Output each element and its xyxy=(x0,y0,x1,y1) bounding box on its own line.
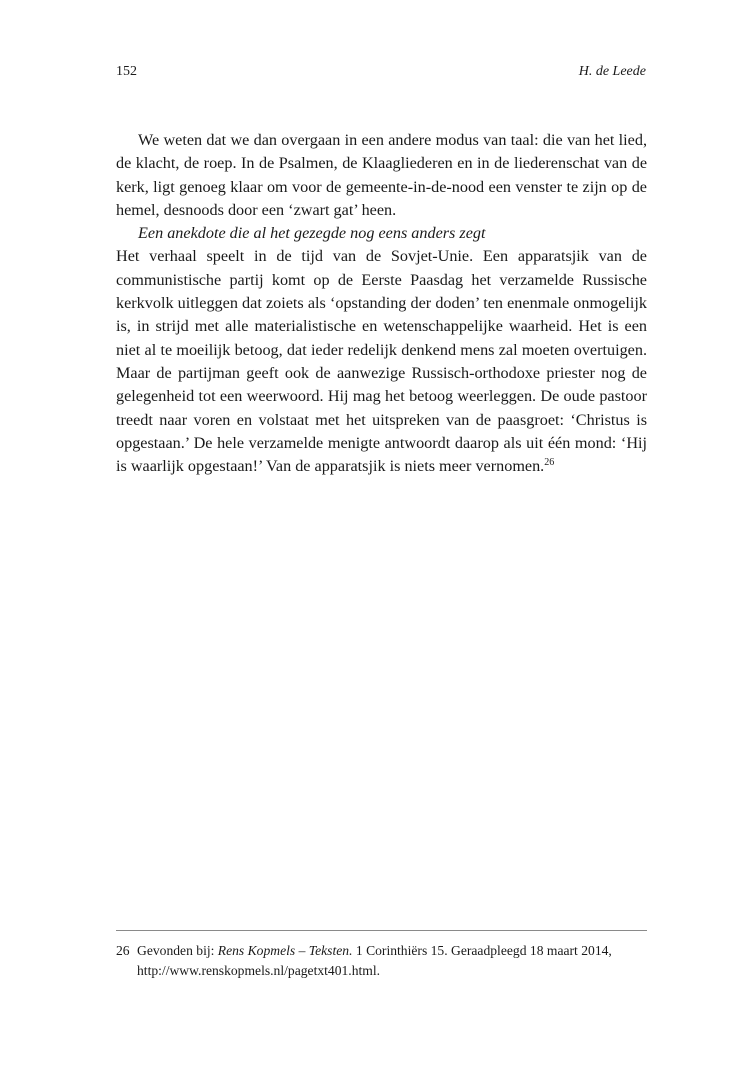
page-number: 152 xyxy=(116,64,137,79)
footnotes xyxy=(116,941,647,981)
footnote-divider xyxy=(116,930,647,931)
paragraph: We weten dat we dan overgaan in een andere modus van taal: die van het lied, de klacht, de roep. In de Psalmen, de Klaagliederen en in de liederenschat van de kerk, ligt genoeg klaar om voor de gemeente-in-de-nood een venster te zijn op de hemel, desnoods door een ‘zwart gat’ heen. xyxy=(116,131,647,219)
footnote-source-title: Rens Kopmels – Teksten. xyxy=(217,943,353,958)
footnote xyxy=(116,941,647,981)
footnote-rest: 1 Corinthiërs 15. Geraadpleegd 18 maart 2014, http://www.renskopmels.nl/pagetxt401.html. xyxy=(137,943,612,978)
running-head xyxy=(116,64,646,84)
paragraph xyxy=(116,245,647,478)
main-text xyxy=(116,129,647,478)
section-heading: Een anekdote die al het gezegde nog eens anders zegt xyxy=(138,224,486,243)
footnote-number: 26 xyxy=(116,943,130,958)
footnote-prefix: Gevonden bij: xyxy=(137,943,218,958)
running-head-author: H. de Leede xyxy=(578,64,646,79)
paragraph-text: Het verhaal speelt in de tijd van de Sovjet-Unie. Een apparatsjik van de communistische partij komt op de Eerste Paasdag het verzamelde Russische kerkvolk uitleggen dat zoiets als ‘opstanding der doden’ ten enenmale onmogelijk is, in strijd met alle materialistische en wetenschappelijke waarheid. Het is een niet al te moeilijk betoog, dat ieder redelijk denkend mens zal moeten overtuigen. Maar de partijman geeft ook de aanwezige Russisch-orthodoxe priester nog de gelegenheid tot een weerwoord. Hij mag het betoog weerleggen. De oude pastoor treedt naar voren en volstaat met het uitspreken van de paasgroet: ‘Christus is opgestaan.’ De hele verzamelde menigte antwoordt daarop als uit één mond: ‘Hij is waarlijk opgestaan!’ Van de apparatsjik is niets meer vernomen. xyxy=(116,247,647,476)
footnote-reference[interactable]: 26 xyxy=(544,457,555,469)
